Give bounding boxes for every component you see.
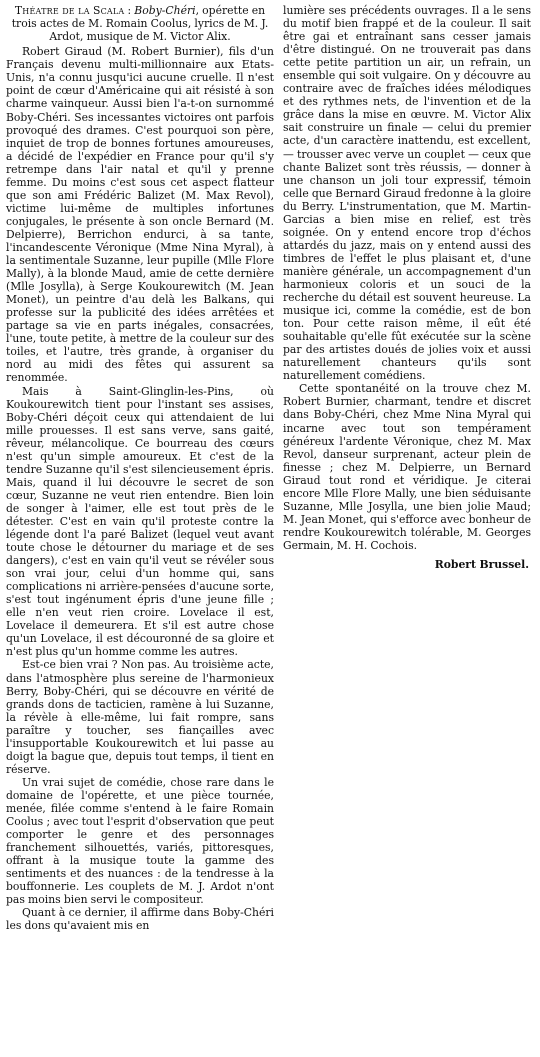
article-header: Théatre de la Scala : Boby-Chéri, opérette en trois actes de M. Romain Coolus, lyrics de M. J. Ardot, musique de M. Victor Alix. xyxy=(11,4,269,44)
header-details: , opérette en trois actes de M. Romain Coolus, lyrics de M. J. Ardot, musique de M. Victor Alix. xyxy=(11,4,269,44)
paragraph-plot-intro: Robert Giraud (M. Robert Burnier), fils d'un Français devenu multi-millionnaire aux Etats-Unis, n'a connu jusqu'ici aucune cruelle. Il n'est point de cœur d'Américaine qui ait résisté à son charme vainqueur. Aussi bien l'a-t-on surnommé Boby-Chéri. Ses incessantes victoires ont parfois provoqué des drames. C'est pourquoi son père, inquiet de trop de bonnes fortunes amoureuses, a décidé de l'expédier en France pour qu'il s'y retrempe dans l'air natal et qu'il y prenne femme. Du moins c'est sous cet aspect flatteur que son ami Frédéric Balizet (M. Max Revol), victime lui-même de multiples infortunes conjugales, le présente à son oncle Bernard (M. Delpierre), Berrichon endurci, à sa tante, l'incandescente Véronique (Mme Nina Myral), à la sentimentale Suzanne, leur pupille (Mlle Flore Mally), à la blonde Maud, amie de cette dernière (Mlle Josylla), à Serge Koukourewitch (M. Jean Monet), un peintre d'au delà les Balkans, qui professe sur la publicité des idées arrêtées et partage sa vie en parts inégales, consacrées, l'une, toute petite, à mettre de la couleur sur des toiles, et l'autre, très grande, à organiser du nord au midi des fêtes qui assurent sa renommée. xyxy=(6,45,274,385)
operetta-title: Boby-Chéri xyxy=(134,4,196,17)
paragraph-third-act: Est-ce bien vrai ? Non pas. Au troisième acte, dans l'atmosphère plus sereine de l'harmonieux Berry, Boby-Chéri, qui se découvre en vérité de grands dons de tacticien, ramène à lui Suzanne, la révèle à elle-même, lui fait rompre, sans paraître y toucher, ses fiançailles avec l'insupportable Koukourewitch et lui passe au doigt la bague que, depuis tout temps, il tient en réserve. xyxy=(6,658,274,776)
theatre-name: Théatre de la Scala xyxy=(14,4,125,17)
right-column xyxy=(283,4,531,571)
paragraph-comedy-subject: Un vrai sujet de comédie, chose rare dans le domaine de l'opérette, et une pièce tournée, menée, filée comme s'entend à le faire Romain Coolus ; avec tout l'esprit d'observation que peut comporter le genre et des personnages franchement silhouettés, variés, pittoresques, offrant à la musique toute la gamme des sentiments et des nuances : de la tendresse à la bouffonnerie. Les couplets de M. J. Ardot n'ont pas moins bien servi le compositeur. xyxy=(6,775,274,907)
paragraph-composer-start: Quant à ce dernier, il affirme dans Boby-Chéri les dons qu'avaient mis en xyxy=(6,906,274,933)
paragraph-cast: Cette spontanéité on la trouve chez M. Robert Burnier, charmant, tendre et discret dans Boby-Chéri, chez Mme Nina Myral qui incarne avec tout son tempérament généreux l'ardente Véronique, chez M. Max Revol, danseur surprenant, acteur plein de finesse ; chez M. Delpierre, un Bernard Giraud tout rond et véridique. Je citerai encore Mlle Flore Mally, une bien séduisante Suzanne, Mlle Josylla, une bien jolie Maud; M. Jean Monet, qui s'efforce avec bonheur de rendre Koukourewitch tolérable, M. Georges Germain, M. H. Cochois. xyxy=(283,382,531,552)
paragraph-saint-glinglin: Mais à Saint-Glinglin-les-Pins, où Koukourewitch tient pour l'instant ses assises, Boby-Chéri déçoit ceux qui attendaient de lui mille prouesses. Il est sans verve, sans gaité, rêveur, mélancolique. Ce bourreau des cœurs n'est qu'un simple amoureux. Et c'est de la tendre Suzanne qu'il s'est silencieusement épris. Mais, quand il lui découvre le secret de son cœur, Suzanne ne veut rien entendre. Bien loin de songer à l'aimer, elle est tout près de le détester. C'est en vain qu'il proteste contre la légende dont l'a paré Balizet (lequel veut avant toute chose le détourner du mariage et de ses dangers), c'est en vain qu'il veut se révéler sous son vrai jour, celui d'un homme qui, sans complications ni arrière-pensées d'aucune sorte, s'est tout ingénument épris d'une jeune fille ; elle n'en veut rien croire. Lovelace il est, Lovelace il demeurera. Et s'il est autre chose qu'un Lovelace, il est découronné de sa gloire et n'est plus qu'un homme comme les autres. xyxy=(6,384,274,659)
paragraph-composer-continued: lumière ses précédents ouvrages. Il a le sens du motif bien frappé et de la couleur. Il sait être gai et entraînant sans cesser jamais d'être distingué. On ne trouverait pas dans cette petite partition un air, un refrain, un ensemble qui soit vulgaire. On y découvre au contraire avec de fraîches idées mélodiques et des rythmes nets, de l'invention et de la grâce dans la mise en œuvre. M. Victor Alix sait construire un finale — celui du premier acte, d'un caractère inattendu, est excellent, — trousser avec verve un couplet — ceux que chante Balizet sont très réussis, — donner à une chanson un joli tour expressif, témoin celle que Bernard Giraud fredonne à la gloire du Berry. L'instrumentation, que M. Martin-Garcias a bien mise en relief, est très soignée. On y entend encore trop d'échos attardés du jazz, mais on y entend aussi des timbres de l'effet le plus plaisant et, d'une manière générale, un accompagnement d'un harmonieux coloris et un souci de la recherche du détail est souvent heureuse. La musique ici, comme la comédie, est de bon ton. Pour cette raison même, il eût été souhaitable qu'elle fût exécutée sur la scène par des artistes doués de jolies voix et aussi naturellement chanteurs qu'ils sont naturellement comédiens. xyxy=(283,4,531,383)
author-signature: Robert Brussel. xyxy=(434,557,529,571)
left-column xyxy=(6,4,274,932)
